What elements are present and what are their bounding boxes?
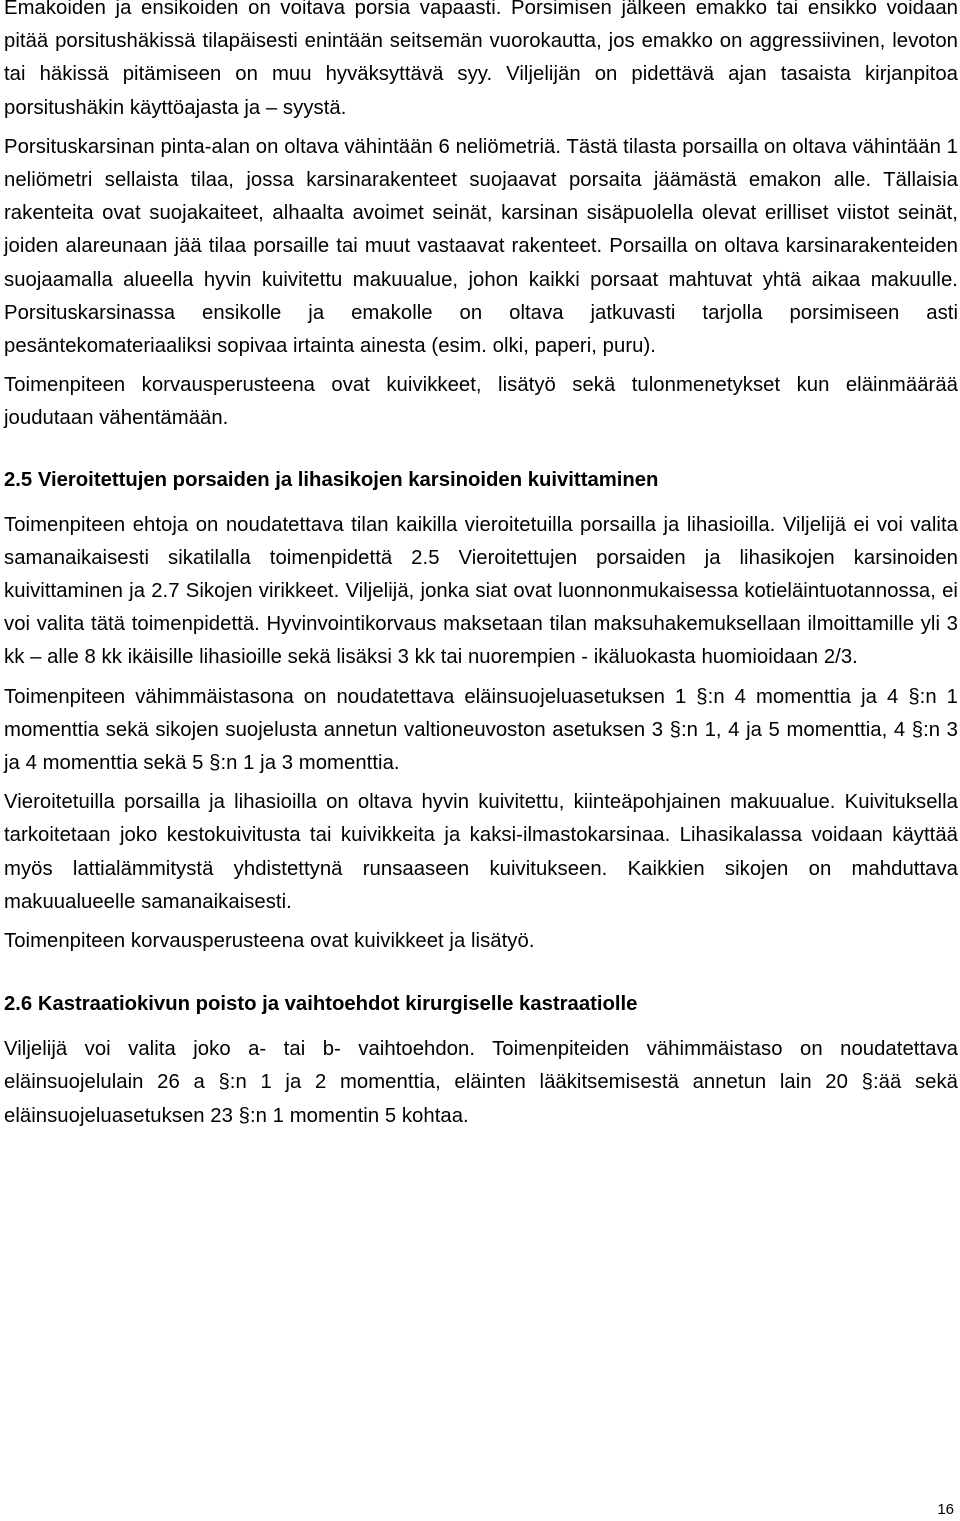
paragraph-farrowing-freedom: Emakoiden ja ensikoiden on voitava porsia vapaasti. Porsimisen jälkeen emakko tai ensikko voidaan pitää porsitushäkissä tilapäisesti enintään seitsemän vuorokautta, jos emakko on aggressiivinen, levoton tai häkissä pitämiseen on muu hyväksyttävä syy. Viljelijän on pidettävä ajan tasaista kirjanpitoa porsitushäkin käyttöajasta ja – syystä. (4, 0, 958, 119)
paragraph-2-5-compensation-basis: Toimenpiteen korvausperusteena ovat kuivikkeet ja lisätyö. (4, 930, 535, 953)
page-number: 16 (937, 1501, 954, 1518)
paragraph-2-5-bedding: Vieroitetuilla porsailla ja lihasioilla on oltava hyvin kuivitettu, kiinteäpohjainen makuualue. Kuivituksella tarkoitetaan joko kestokuivitusta tai kuivikkeita ja kaksi-ilmastokarsinaa. Lihasikalassa voidaan käyttää myös lattialämmitystä yhdistettynä runsaaseen kuivitukseen. Kaikkien sikojen on mahduttava makuualueelle samanaikaisesti. (4, 791, 958, 913)
paragraph-compensation-basis-farrowing: Toimenpiteen korvausperusteena ovat kuivikkeet, lisätyö sekä tulonmenetykset kun eläinmäärää joudutaan vähentämään. (4, 374, 958, 430)
paragraph-2-5-minimum-level: Toimenpiteen vähimmäistasona on noudatettava eläinsuojeluasetuksen 1 §:n 4 momenttia ja 4 §:n 1 momenttia sekä sikojen suojelusta annetun valtioneuvoston asetuksen 3 §:n 1, 4 ja 5 momenttia, 4 §:n 3 ja 4 momenttia sekä 5 §:n 1 ja 3 momenttia. (4, 685, 958, 775)
page-content (4, 0, 958, 1133)
paragraph-2-6-options: Viljelijä voi valita joko a- tai b- vaihtoehdon. Toimenpiteiden vähimmäistaso on noudatettava eläinsuojelulain 26 a §:n 1 ja 2 momenttia, eläinten lääkitsemisestä annetun lain 20 §:ää sekä eläinsuojeluasetuksen 23 §:n 1 momentin 5 kohtaa. (4, 1038, 958, 1127)
section-heading-2-5: 2.5 Vieroitettujen porsaiden ja lihasikojen karsinoiden kuivittaminen (4, 468, 659, 491)
paragraph-2-5-conditions: Toimenpiteen ehtoja on noudatettava tilan kaikilla vieroitetuilla porsailla ja lihasioilla. Viljelijä ei voi valita samanaikaisesti sikatilalla toimenpidettä 2.5 Vieroitettujen porsaiden ja lihasikojen karsinoiden kuivittaminen ja 2.7 Sikojen virikkeet. Viljelijä, jonka siat ovat luonnonmukaisessa kotieläintuotannossa, ei voi valita tätä toimenpidettä. Hyvinvointikorvaus maksetaan tilan maksuhakemuksellaan ilmoittamille yli 3 kk – alle 8 kk ikäisille lihasioille sekä lisäksi 3 kk tai nuorempien - ikäluokasta huomioidaan 2/3. (4, 513, 958, 669)
paragraph-farrowing-pen-area: Porsituskarsinan pinta-alan on oltava vähintään 6 neliömetriä. Tästä tilasta porsailla on oltava vähintään 1 neliömetri sellaista tilaa, jossa karsinarakenteet suojaavat porsaita jäämästä emakon alle. Tällaisia rakenteita ovat suojakaiteet, alhaalta avoimet seinät, karsinan sisäpuolella olevat erilliset viistot seinät, joiden alareunaan jää tilaa porsaille tai muut vastaavat rakenteet. Porsailla on oltava karsinarakenteiden suojaamalla alueella hyvin kuivitettu makuualue, johon kaikki porsaat mahtuvat yhtä aikaa makuulle. Porsituskarsinassa ensikolle ja emakolle on oltava jatkuvasti tarjolla porsimiseen asti pesäntekomateriaaliksi sopivaa irtainta ainesta (esim. olki, paperi, puru). (4, 135, 958, 358)
section-heading-2-6: 2.6 Kastraatiokivun poisto ja vaihtoehdot kirurgiselle kastraatiolle (4, 993, 638, 1016)
